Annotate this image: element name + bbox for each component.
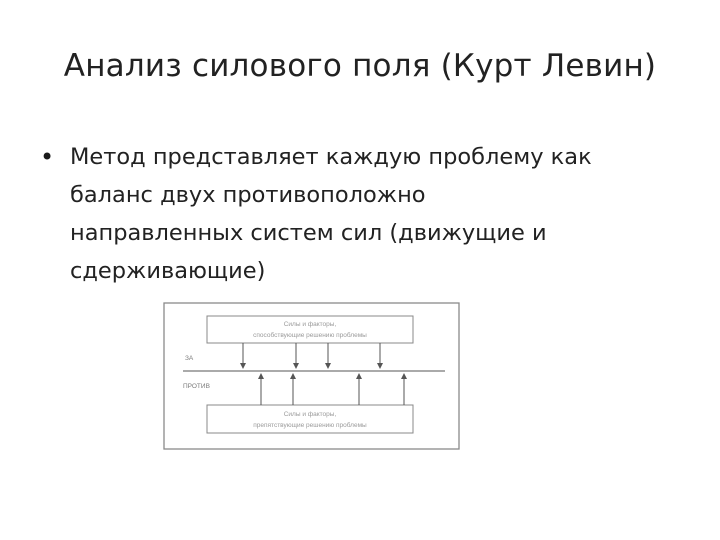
bullet-item	[40, 138, 680, 290]
slide-title: Анализ силового поля (Курт Левин)	[63, 48, 657, 84]
bullet-text: Метод представляет каждую проблему как баланс двух противоположно направленных систем сил (движущие и сдерживающие)	[70, 144, 592, 284]
bullet-list	[40, 138, 680, 290]
restraining-forces-line1: Силы и факторы,	[283, 411, 337, 418]
label-for: ЗА	[185, 355, 194, 362]
force-field-diagram	[163, 302, 461, 452]
driving-forces-line2: способствующие решению проблемы	[253, 332, 367, 339]
restraining-forces-line2: препятствующие решению проблемы	[253, 422, 367, 429]
bullet-icon: •	[40, 143, 55, 171]
label-against: ПРОТИВ	[183, 383, 210, 390]
driving-forces-line1: Силы и факторы,	[283, 321, 337, 328]
